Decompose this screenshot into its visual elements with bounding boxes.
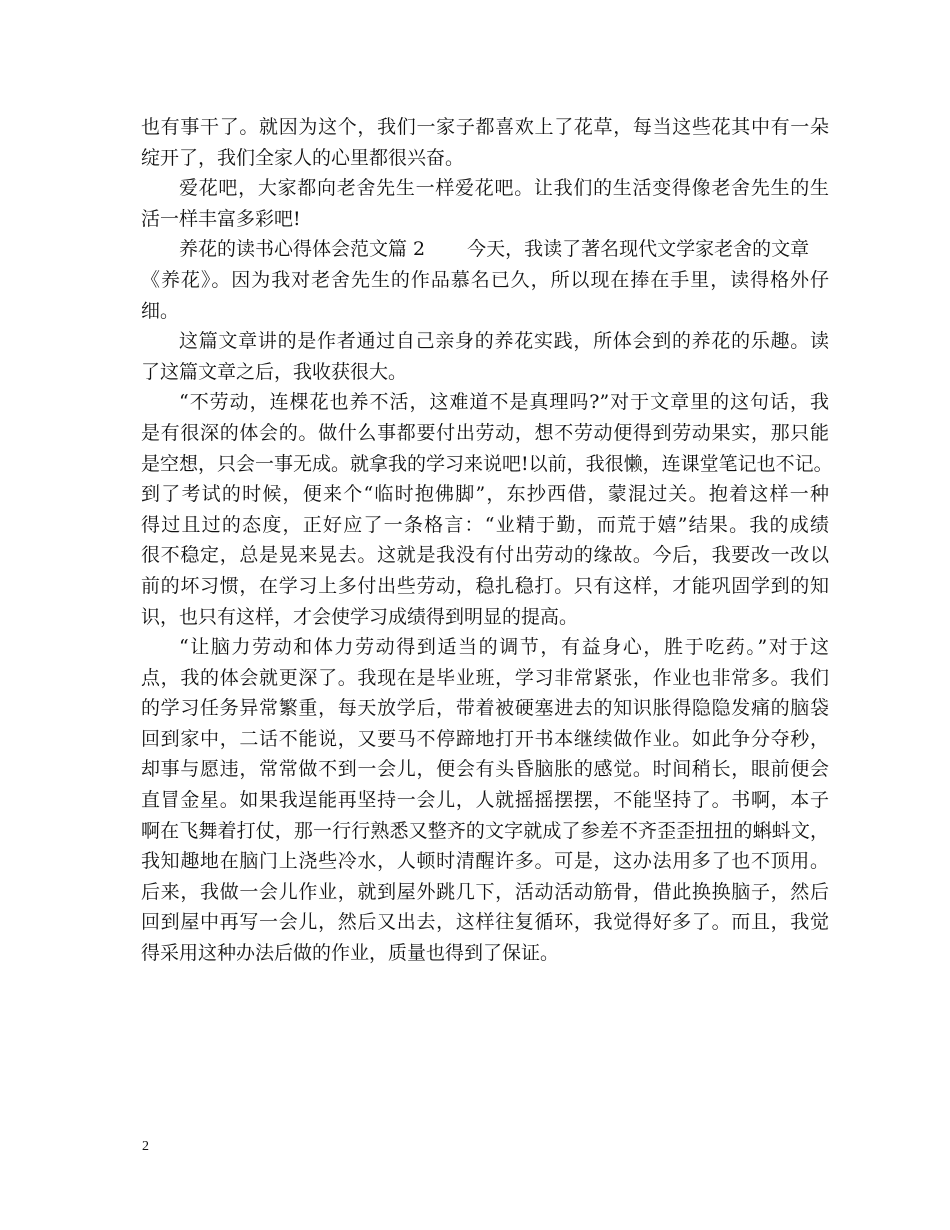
text-line: 了这篇文章之后，我收获很大。: [141, 360, 408, 383]
text-line: 的学习任务异常繁重，每天放学后，带着被硬塞进去的知识胀得隐隐发痛的脑袋: [141, 697, 829, 720]
paragraph: [141, 632, 829, 969]
text-line: 很不稳定，总是晃来晃去。这就是我没有付出劳动的缘故。今后，我要改一改以: [141, 544, 829, 567]
text-line: “让脑力劳动和体力劳动得到适当的调节，有益身心，胜于吃药。”对于这: [179, 636, 829, 659]
section-heading: 养花的读书心得体会范文篇 2: [179, 238, 426, 261]
paragraph: [141, 234, 829, 326]
text-line: 得过且过的态度，正好应了一条格言：“业精于勤，而荒于嬉”结果。我的成绩: [141, 513, 829, 536]
text-line: 《养花》。因为我对老舍先生的作品慕名已久，所以现在捧在手里，读得格外仔: [141, 268, 829, 291]
body-text: [141, 112, 833, 969]
text-line: 得采用这种办法后做的作业，质量也得到了保证。: [141, 942, 560, 965]
text-line: 是有很深的体会的。做什么事都要付出劳动，想不劳动便得到劳动果实，那只能: [141, 421, 829, 444]
paragraph: [141, 326, 829, 387]
text-run: 今天，我读了著名现代文学家老舍的文章: [467, 238, 810, 261]
text-line: 却事与愿违，常常做不到一会儿，便会有头昏脑胀的感觉。时间稍长，眼前便会: [141, 758, 829, 781]
text-line: 前的坏习惯，在学习上多付出些劳动，稳扎稳打。只有这样，才能巩固学到的知: [141, 574, 829, 597]
text-line: 啊在飞舞着打仗，那一行行熟悉又整齐的文字就成了参差不齐歪歪扭扭的蝌蚪文，: [141, 819, 829, 842]
paragraph: [141, 387, 833, 632]
text-line: 细。: [141, 299, 180, 322]
page-number: 2: [142, 1139, 149, 1154]
text-line: 是空想，只会一事无成。就拿我的学习来说吧!以前，我很懒，连课堂笔记也不记。: [141, 452, 833, 475]
text-line: 回到屋中再写一会儿，然后又出去，这样往复循环，我觉得好多了。而且，我觉: [141, 911, 829, 934]
text-line: 绽开了，我们全家人的心里都很兴奋。: [141, 146, 465, 169]
text-line: 这篇文章讲的是作者通过自己亲身的养花实践，所体会到的养花的乐趣。读: [179, 330, 829, 353]
text-line: 到了考试的时候，便来个“临时抱佛脚”，东抄西借，蒙混过关。抱着这样一种: [141, 483, 829, 506]
text-line: [141, 234, 829, 265]
text-line: 爱花吧，大家都向老舍先生一样爱花吧。让我们的生活变得像老舍先生的生: [179, 177, 829, 200]
paragraph: [141, 112, 829, 173]
text-line: 后来，我做一会儿作业，就到屋外跳几下，活动活动筋骨，借此换换脑子，然后: [141, 880, 829, 903]
paragraph: [141, 173, 829, 234]
text-line: 识，也只有这样，才会使学习成绩得到明显的提高。: [141, 605, 579, 628]
text-line: 回到家中，二话不能说，又要马不停蹄地打开书本继续做作业。如此争分夺秒，: [141, 727, 829, 750]
text-line: 点，我的体会就更深了。我现在是毕业班，学习非常紧张，作业也非常多。我们: [141, 666, 829, 689]
text-line: 我知趣地在脑门上浇些冷水，人顿时清醒许多。可是，这办法用多了也不顶用。: [141, 850, 829, 873]
text-line: 也有事干了。就因为这个，我们一家子都喜欢上了花草，每当这些花其中有一朵: [141, 116, 829, 138]
text-line: “不劳动，连棵花也养不活，这难道不是真理吗?”对于文章里的这句话，我: [179, 391, 829, 414]
text-line: 直冒金星。如果我逞能再坚持一会儿，人就摇摇摆摆，不能坚持了。书啊，本子: [141, 789, 829, 812]
text-line: 活一样丰富多彩吧!: [141, 207, 301, 230]
